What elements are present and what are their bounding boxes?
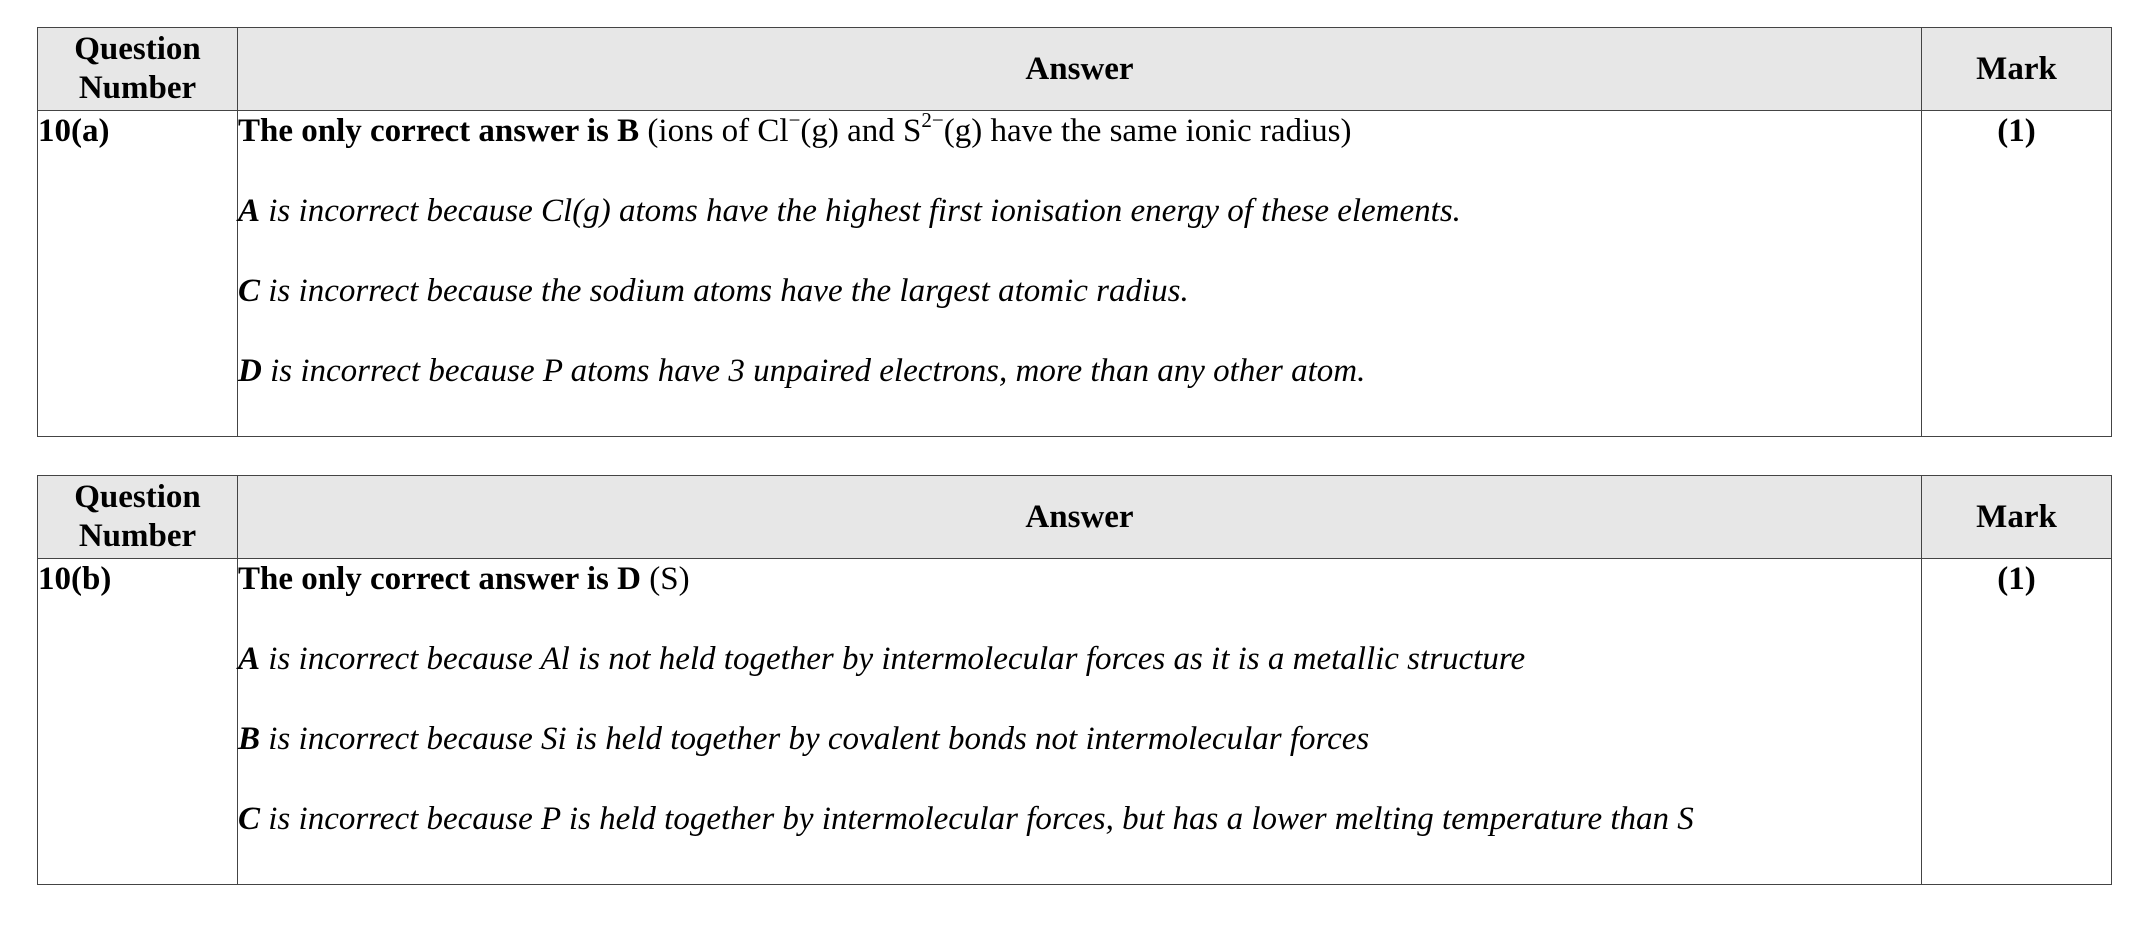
explanation-text: is incorrect because P is held together by intermolecular forces, but has a lower melting temperature than S: [260, 801, 1694, 837]
option-letter: A: [238, 641, 261, 677]
option-letter: C: [238, 273, 261, 309]
correct-answer: [238, 559, 1921, 599]
answer-row: [38, 559, 2112, 885]
answer-cell: [238, 108, 1922, 437]
explanation-text: is incorrect because Cl(g) atoms have the highest first ionisation energy of these elements.: [260, 193, 1461, 229]
option-letter: D: [238, 353, 262, 389]
explanation-text: is incorrect because P atoms have 3 unpaired electrons, more than any other atom.: [261, 353, 1366, 389]
option-letter: A: [238, 193, 261, 229]
answer-row: [38, 111, 2112, 437]
answer-cell: [238, 559, 1922, 885]
header-row: [38, 476, 2112, 559]
option-letter: B: [238, 721, 261, 757]
option-letter: C: [238, 801, 261, 837]
explanation-text: is incorrect because Si is held together by covalent bonds not intermolecular forces: [260, 721, 1370, 757]
mark-value: (1): [1922, 559, 2112, 885]
explanation-text: is incorrect because the sodium atoms have the largest atomic radius.: [260, 273, 1189, 309]
question-number-header: Question Number: [38, 28, 238, 111]
explanation-line: [238, 639, 1921, 679]
mark-value: (1): [1922, 111, 2112, 437]
question-number-header: Question Number: [38, 476, 238, 559]
mark-scheme-table-10b: [37, 475, 2112, 885]
explanation-line: [238, 351, 1921, 391]
header-row: [38, 28, 2112, 111]
question-number: 10(b): [38, 559, 238, 885]
correct-answer-lead: The only correct answer is D: [238, 561, 641, 597]
question-number: 10(a): [38, 111, 238, 437]
explanation-line: [238, 271, 1921, 311]
explanation-text: is incorrect because Al is not held together by intermolecular forces as it is a metallic structure: [260, 641, 1526, 677]
answer-header: Answer: [238, 476, 1922, 559]
correct-answer: [238, 108, 1921, 151]
correct-answer-lead: The only correct answer is B: [238, 113, 640, 149]
explanation-line: [238, 191, 1921, 231]
explanation-line: [238, 719, 1921, 759]
mark-header: Mark: [1922, 476, 2112, 559]
correct-answer-text: (g) and S: [800, 113, 922, 149]
mark-scheme-table-10a: [37, 27, 2112, 437]
correct-answer-text: (g) have the same ionic radius): [943, 113, 1352, 149]
correct-answer-text: (ions of Cl: [639, 113, 789, 149]
correct-answer-text: (S): [640, 561, 690, 597]
charge-superscript: 2−: [921, 108, 944, 132]
charge-superscript: −: [788, 108, 801, 132]
answer-header: Answer: [238, 28, 1922, 111]
explanation-line: [238, 799, 1921, 839]
mark-header: Mark: [1922, 28, 2112, 111]
